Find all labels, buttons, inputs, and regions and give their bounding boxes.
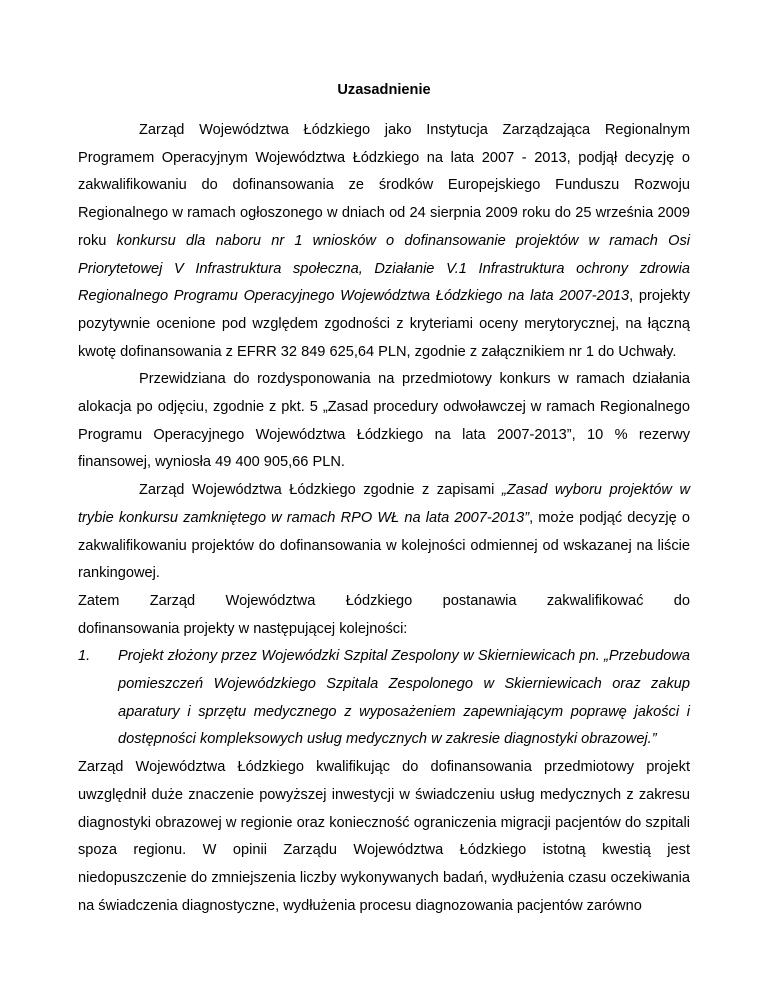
paragraph-resolution-line-2: dofinansowania projekty w następującej kolejności: — [78, 620, 408, 637]
paragraph-justification: Zarząd Województwa Łódzkiego kwalifikując do dofinansowania przedmiotowy projekt uwzględnił duże znaczenie powyższej inwestycji w świadczeniu usług medycznych z zakresu diagnostyki obrazowej w regionie oraz konieczność ograniczenia migracji pacjentów do szpitali spoza regionu. W opinii Zarządu Województwa Łódzkiego istotną kwestią jest niedopuszczenie do zmniejszenia liczby wykonywanych badań, wydłużenia czasu oczekiwania na świadczenia diagnostyczne, wydłużenia procesu diagnozowania pacjentów zarówno — [78, 759, 690, 914]
paragraph-selection-rules-name: „Zasad wyboru projektów w trybie konkursu zamkniętego w ramach RPO WŁ na lata 2007-2013” — [78, 482, 690, 526]
paragraph-decision-text-2: , projekty pozytywnie ocenione pod względem zgodności z kryteriami oceny merytorycznej, na łączną kwotę dofinansowania z EFRR 32 849 625,64 PLN, zgodnie z załącznikiem nr 1 do Uchwały. — [78, 288, 690, 360]
paragraph-selection-text-1: Zarząd Województwa Łódzkiego zgodnie z zapisami — [139, 482, 502, 499]
paragraph-resolution-line-1: Zatem Zarząd Województwa Łódzkiego postanawia zakwalifikować do — [78, 592, 690, 609]
paragraph-decision-text-1: Zarząd Województwa Łódzkiego jako Instytucja Zarządzająca Regionalnym Programem Operacyjnym Województwa Łódzkiego na lata 2007 - 2013, podjął decyzję o zakwalifikowaniu do dofinansowania ze środków Europejskiego Funduszu Rozwoju Regionalnego w ramach ogłoszonego w dniach od 24 sierpnia 2009 roku do 25 września 2009 roku — [78, 122, 690, 249]
list-item-number: 1. — [78, 648, 91, 665]
paragraph-allocation: Przewidziana do rozdysponowania na przedmiotowy konkurs w ramach działania alokacja po odjęciu, zgodnie z pkt. 5 „Zasad procedury odwoławczej w ramach Regionalnego Programu Operacyjnego Województwa Łódzkiego na lata 2007-2013”, 10 % rezerwy finansowej, wyniosła 49 400 905,66 PLN. — [78, 371, 690, 471]
paragraph-selection-rules — [78, 477, 690, 588]
paragraph-decision-contest-name: konkursu dla naboru nr 1 wniosków o dofinansowanie projektów w ramach Osi Priorytetowej V Infrastruktura społeczna, Działanie V.1 Infrastruktura ochrony zdrowia Regionalnego Programu Operacyjnego Województwa Łódzkiego na lata 2007-2013 — [78, 232, 690, 305]
paragraph-selection-text-2: , może podjąć decyzję o zakwalifikowaniu projektów do dofinansowania w kolejności odmiennej od wskazanej na liście rankingowej. — [78, 509, 690, 582]
document-title: Uzasadnienie — [337, 82, 431, 98]
document-body — [78, 117, 690, 920]
list-item — [78, 643, 690, 754]
list-item-text: Projekt złożony przez Wojewódzki Szpital Zespolony w Skierniewicach pn. „Przebudowa pomieszczeń Wojewódzkiego Szpitala Zespolonego w Skierniewicach oraz zakup aparatury i sprzętu medycznego z wyposażeniem zapewniającym poprawę jakości i dostępności kompleksowych usług medycznych w zakresie diagnostyki obrazowej.” — [118, 648, 690, 748]
paragraph-decision — [78, 117, 690, 366]
